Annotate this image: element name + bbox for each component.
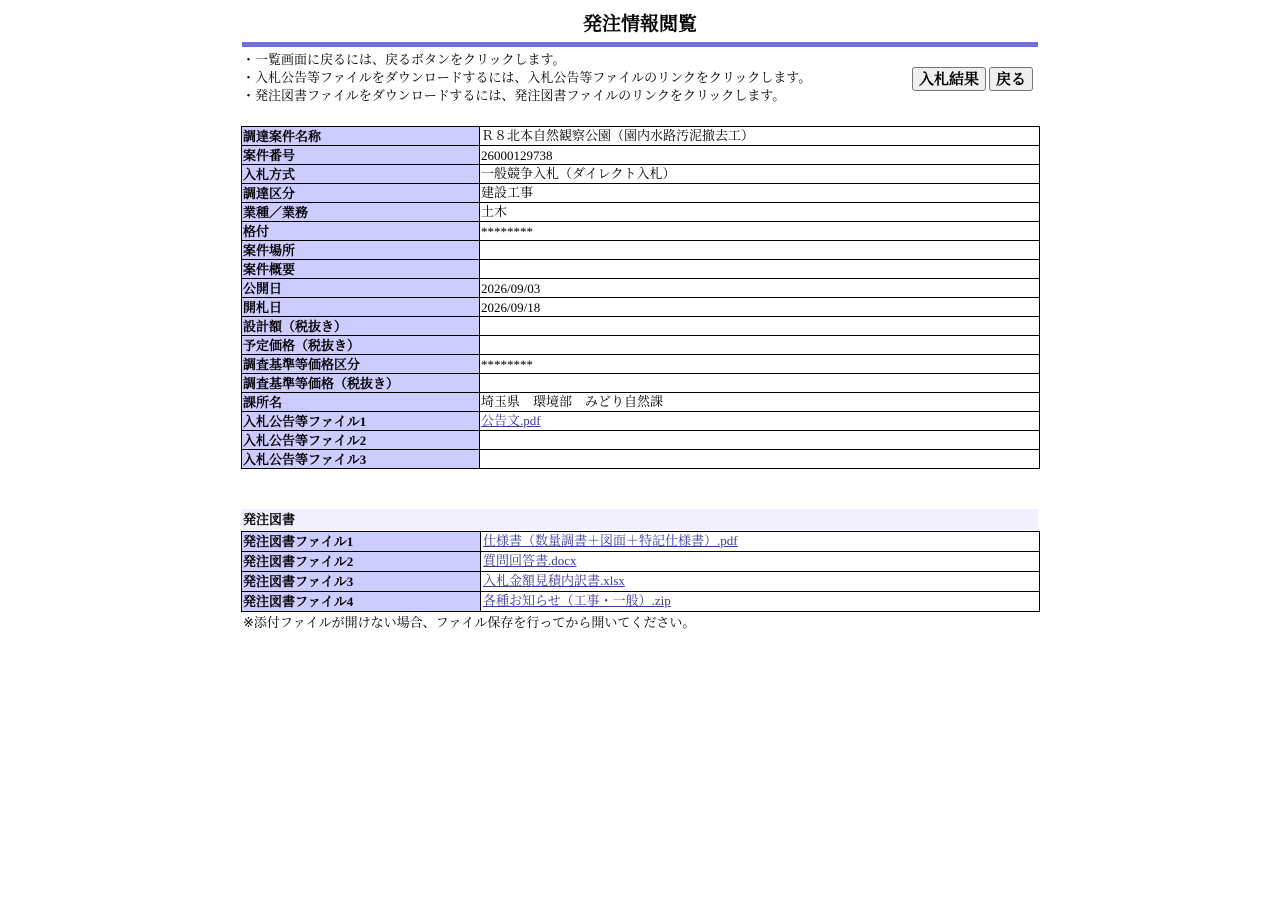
row-label: 調達区分 — [242, 184, 480, 203]
table-row — [242, 532, 1040, 552]
table-row — [242, 146, 1040, 165]
order-docs-heading: 発注図書 — [241, 509, 1038, 530]
instruction-line: ・一覧画面に戻るには、戻るボタンをクリックします。 — [242, 53, 566, 68]
order-details-table — [241, 126, 1040, 469]
table-row — [242, 165, 1040, 184]
table-row — [242, 260, 1040, 279]
row-label: 発注図書ファイル1 — [242, 532, 481, 552]
table-row — [242, 552, 1040, 572]
order-docs-table — [241, 531, 1040, 612]
table-row — [242, 336, 1040, 355]
table-row — [242, 412, 1040, 431]
row-label: 入札公告等ファイル1 — [242, 412, 480, 431]
row-label: 課所名 — [242, 393, 480, 412]
table-row — [242, 317, 1040, 336]
row-label: 発注図書ファイル3 — [242, 572, 481, 592]
order-doc-link[interactable]: 質問回答書.docx — [483, 553, 577, 568]
title-divider — [242, 42, 1038, 47]
row-value — [480, 431, 1040, 450]
row-label: 設計額（税抜き） — [242, 317, 480, 336]
row-value — [480, 260, 1040, 279]
row-value — [480, 412, 1040, 431]
row-value — [481, 592, 1040, 612]
row-label: 案件概要 — [242, 260, 480, 279]
row-label: 調査基準等価格区分 — [242, 355, 480, 374]
table-row — [242, 222, 1040, 241]
row-value — [480, 317, 1040, 336]
bid-result-button[interactable]: 入札結果 — [912, 67, 986, 91]
row-value — [480, 241, 1040, 260]
order-doc-link[interactable]: 入札金額見積内訳書.xlsx — [483, 573, 625, 588]
row-value: ******** — [480, 355, 1040, 374]
order-doc-link[interactable]: 各種お知らせ（工事・一般）.zip — [483, 593, 671, 608]
row-label: 発注図書ファイル4 — [242, 592, 481, 612]
table-row — [242, 374, 1040, 393]
row-label: 入札公告等ファイル3 — [242, 450, 480, 469]
row-value: 建設工事 — [480, 184, 1040, 203]
table-row — [242, 241, 1040, 260]
row-value: ******** — [480, 222, 1040, 241]
row-label: 案件場所 — [242, 241, 480, 260]
table-row — [242, 127, 1040, 146]
order-doc-link[interactable]: 仕様書（数量調書＋図面＋特記仕様書）.pdf — [483, 533, 738, 548]
table-row — [242, 355, 1040, 374]
row-value: 埼玉県 環境部 みどり自然課 — [480, 393, 1040, 412]
table-row — [242, 572, 1040, 592]
row-value — [480, 374, 1040, 393]
table-row — [242, 592, 1040, 612]
row-value — [481, 532, 1040, 552]
row-value — [481, 552, 1040, 572]
row-value: Ｒ８北本自然観察公園（園内水路汚泥撤去工） — [480, 127, 1040, 146]
row-value: 一般競争入札（ダイレクト入札） — [480, 165, 1040, 184]
page-title: 発注情報閲覧 — [582, 13, 697, 35]
table-row — [242, 203, 1040, 222]
row-value — [480, 450, 1040, 469]
table-row — [242, 393, 1040, 412]
row-value: 2026/09/18 — [480, 298, 1040, 317]
action-buttons — [912, 67, 1033, 91]
row-label: 入札公告等ファイル2 — [242, 431, 480, 450]
row-value: 26000129738 — [480, 146, 1040, 165]
table-row — [242, 450, 1040, 469]
row-label: 発注図書ファイル2 — [242, 552, 481, 572]
table-row — [242, 279, 1040, 298]
table-row — [242, 298, 1040, 317]
table-row — [242, 431, 1040, 450]
back-button[interactable]: 戻る — [989, 67, 1033, 91]
instructions — [242, 52, 882, 106]
row-label: 調査基準等価格（税抜き） — [242, 374, 480, 393]
row-value — [481, 572, 1040, 592]
row-label: 公開日 — [242, 279, 480, 298]
table-row — [242, 184, 1040, 203]
notice-file-link[interactable]: 公告文.pdf — [481, 413, 541, 428]
row-label: 格付 — [242, 222, 480, 241]
row-label: 業種／業務 — [242, 203, 480, 222]
attachment-note: ※添付ファイルが開けない場合、ファイル保存を行ってから開いてください。 — [243, 616, 696, 631]
instruction-line: ・入札公告等ファイルをダウンロードするには、入札公告等ファイルのリンクをクリックします。 — [242, 71, 812, 86]
row-label: 案件番号 — [242, 146, 480, 165]
row-label: 開札日 — [242, 298, 480, 317]
row-value — [480, 336, 1040, 355]
instruction-line: ・発注図書ファイルをダウンロードするには、発注図書ファイルのリンクをクリックします。 — [242, 89, 786, 104]
row-label: 調達案件名称 — [242, 127, 480, 146]
row-value: 2026/09/03 — [480, 279, 1040, 298]
row-value: 土木 — [480, 203, 1040, 222]
row-label: 入札方式 — [242, 165, 480, 184]
row-label: 予定価格（税抜き） — [242, 336, 480, 355]
